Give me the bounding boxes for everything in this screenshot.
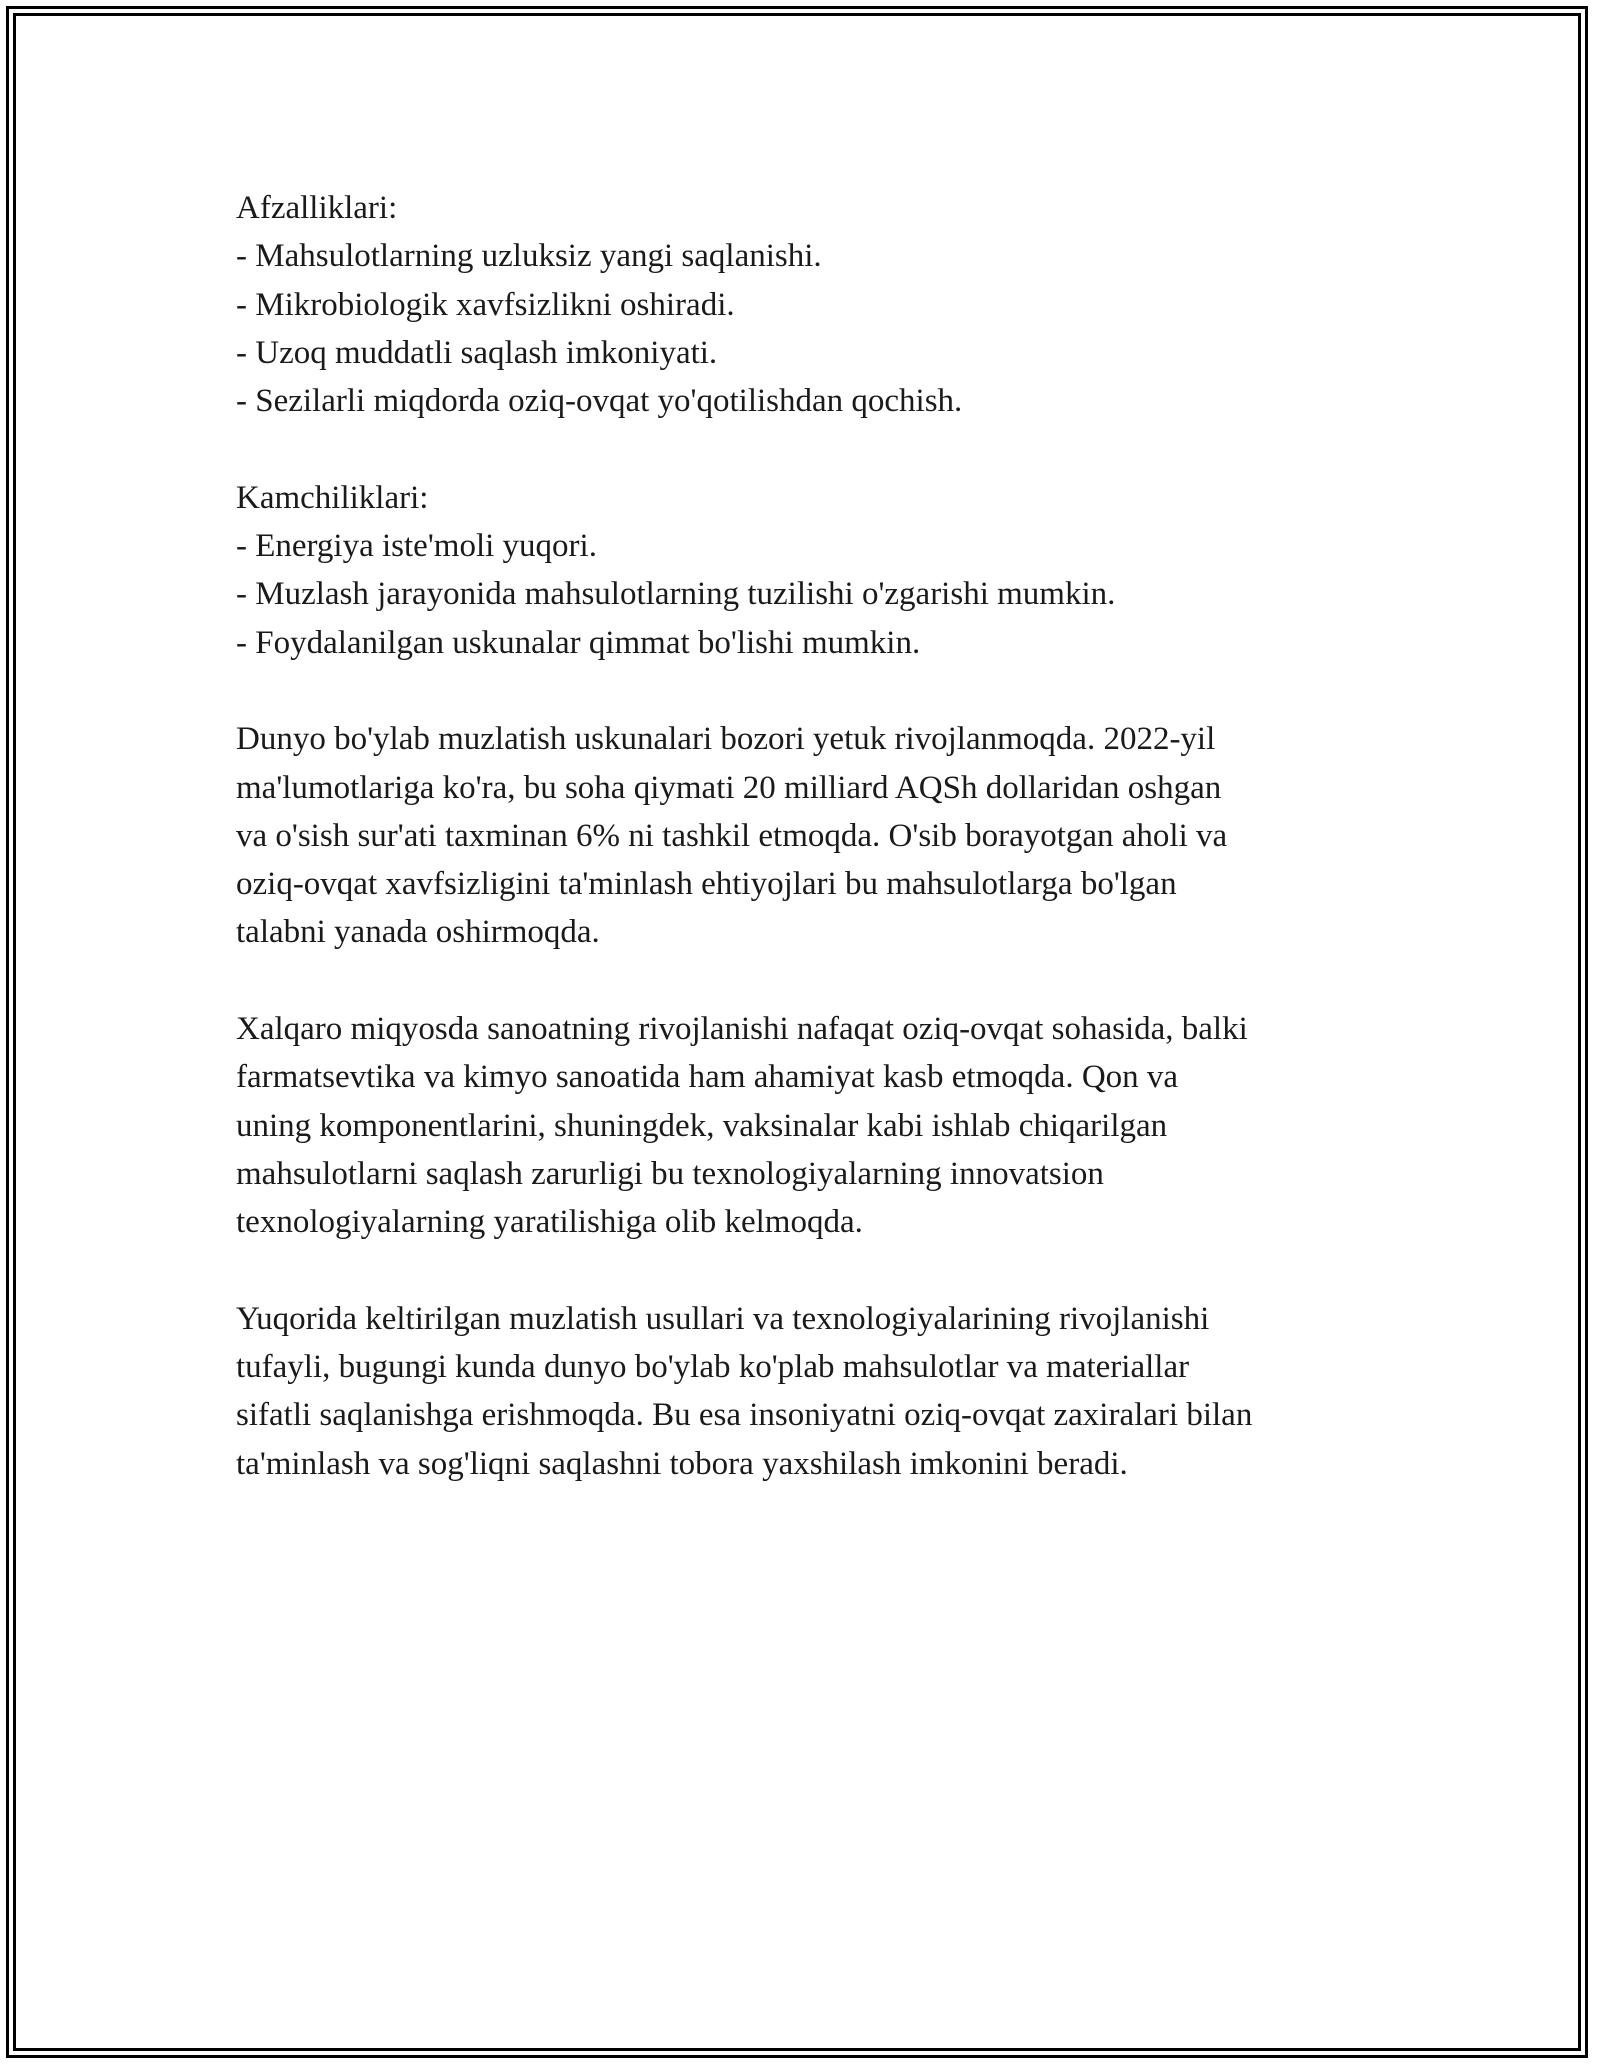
paragraph-line: sifatli saqlanishga erishmoqda. Bu esa insoniyatni oziq-ovqat zaxiralari bilan <box>236 1397 1253 1434</box>
paragraph-line: Dunyo bo'ylab muzlatish uskunalari bozori yetuk rivojlanmoqda. 2022-yil <box>236 721 1216 758</box>
advantage-item: - Uzoq muddatli saqlash imkoniyati. <box>236 334 718 371</box>
paragraph-line: Yuqorida keltirilgan muzlatish usullari va texnologiyalarining rivojlanishi <box>236 1300 1210 1337</box>
advantage-item: - Mahsulotlarning uzluksiz yangi saqlanishi. <box>236 238 822 275</box>
paragraph-line: talabni yanada oshirmoqda. <box>236 914 600 951</box>
advantages-heading: Afzalliklari: <box>236 190 398 226</box>
paragraph-line: uning komponentlarini, shuningdek, vaksinalar kabi ishlab chiqarilgan <box>236 1107 1168 1144</box>
disadvantages-heading: Kamchiliklari: <box>236 479 429 516</box>
paragraph-industry <box>236 1005 1386 1246</box>
advantage-item: - Sezilarli miqdorda oziq-ovqat yo'qotilishdan qochish. <box>236 383 963 420</box>
paragraph-line: Xalqaro miqyosda sanoatning rivojlanishi nafaqat oziq-ovqat sohasida, balki <box>236 1011 1248 1048</box>
disadvantage-item: - Foydalanilgan uskunalar qimmat bo'lishi mumkin. <box>236 624 921 661</box>
paragraph-conclusion <box>236 1295 1386 1488</box>
paragraph-line: mahsulotlarni saqlash zarurligi bu texnologiyalarning innovatsion <box>236 1155 1104 1192</box>
paragraph-line: texnologiyalarning yaratilishiga olib kelmoqda. <box>236 1204 863 1241</box>
disadvantages-section <box>236 474 1386 667</box>
document-body <box>236 184 1386 1536</box>
paragraph-line: va o'sish sur'ati taxminan 6% ni tashkil etmoqda. O'sib borayotgan aholi va <box>236 817 1228 854</box>
paragraph-market <box>236 715 1386 956</box>
paragraph-line: ma'lumotlariga ko'ra, bu soha qiymati 20 milliard AQSh dollaridan oshgan <box>236 769 1222 806</box>
paragraph-line: ta'minlash va sog'liqni saqlashni tobora yaxshilash imkonini beradi. <box>236 1445 1128 1482</box>
paragraph-line: tufayli, bugungi kunda dunyo bo'ylab ko'plab mahsulotlar va materiallar <box>236 1349 1190 1386</box>
advantage-item: - Mikrobiologik xavfsizlikni oshiradi. <box>236 286 735 323</box>
disadvantage-item: - Muzlash jarayonida mahsulotlarning tuzilishi o'zgarishi mumkin. <box>236 576 1116 613</box>
advantages-section <box>236 184 1386 425</box>
paragraph-line: oziq-ovqat xavfsizligini ta'minlash ehtiyojlari bu mahsulotlarga bo'lgan <box>236 866 1177 903</box>
paragraph-line: farmatsevtika va kimyo sanoatida ham ahamiyat kasb etmoqda. Qon va <box>236 1059 1179 1096</box>
disadvantage-item: - Energiya iste'moli yuqori. <box>236 528 597 565</box>
